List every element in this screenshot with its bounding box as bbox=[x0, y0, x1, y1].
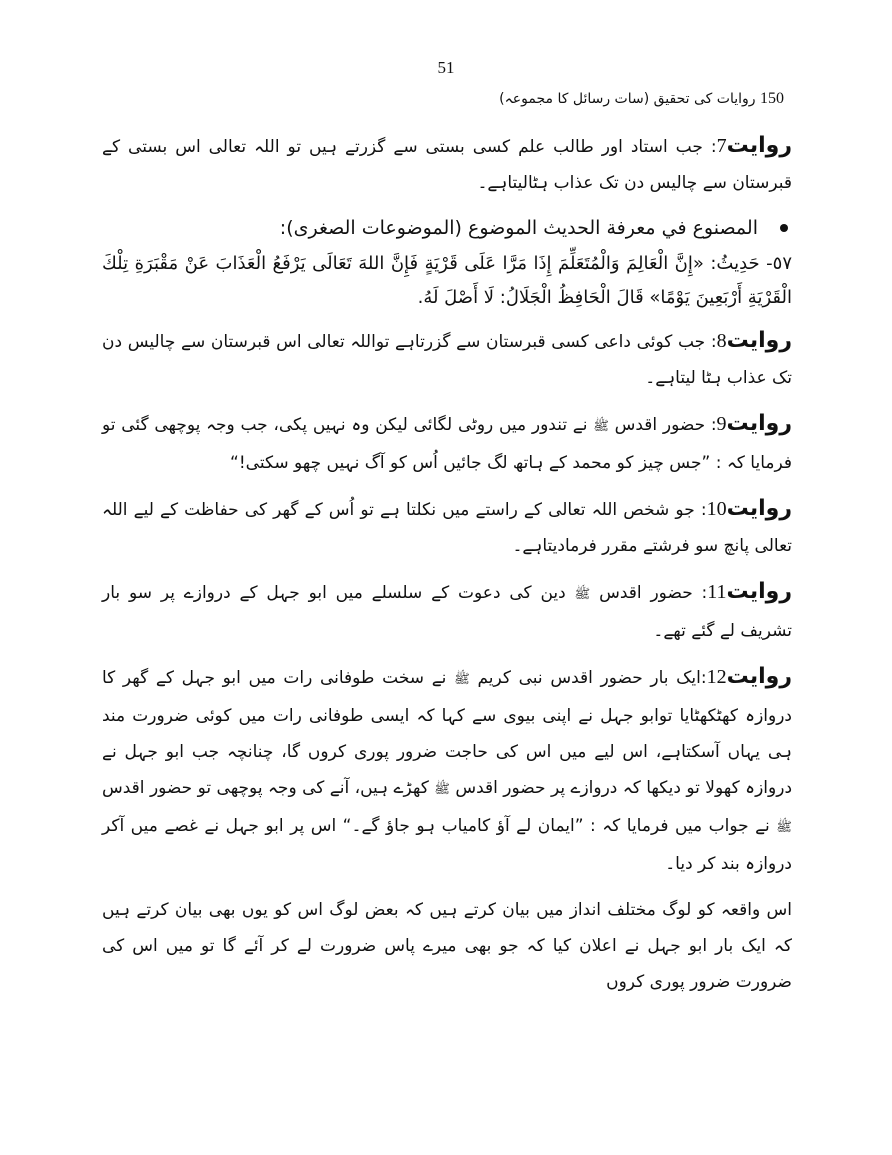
riwayat-number: 8 bbox=[716, 330, 727, 352]
riwayat-label: روایت bbox=[726, 411, 792, 436]
riwayat-label: روایت bbox=[726, 133, 792, 158]
header-number: 150 bbox=[760, 90, 784, 107]
riwayat-text: : حضور اقدس bbox=[614, 415, 717, 435]
running-header bbox=[499, 90, 784, 108]
riwayat-text: : جب استاد اور طالب علم کسی بستی سے گزرتے ہیں تو اللہ تعالی اس بستی کے قبرستان سے چالیس دن تک عذاب ہٹالیتاہے۔ bbox=[102, 137, 792, 193]
bullet-icon bbox=[780, 224, 788, 232]
riwayat-text: : حضور اقدس bbox=[599, 583, 708, 603]
riwayat-text: نے تندور میں روٹی لگائی لیکن وہ نہیں پکی، جب وجہ پوچھی گئی تو فرمایا کہ : ”جس چیز کو محمد کے ہاتھ لگ جائیں اُس کو آگ نہیں چھو سکتی!“ bbox=[102, 415, 792, 473]
riwayat-number: 9 bbox=[716, 413, 727, 435]
riwayat-text: :ایک بار حضور اقدس نبی کریم bbox=[477, 668, 707, 688]
riwayat-10 bbox=[102, 491, 792, 564]
riwayat-text: : جب کوئی داعی کسی قبرستان سے گزرتاہے تواللہ تعالی اس قبرستان سے چالیس دن تک عذاب ہٹا لیتاہے۔ bbox=[102, 332, 792, 388]
salutation-glyph: ﷺ bbox=[593, 419, 609, 434]
hadith-text: ٥٧- حَدِيثُ: «إِنَّ الْعَالِمَ وَالْمُتَعَلِّمَ إِذَا مَرَّا عَلَى قَرْيَةٍ فَإِنَّ اللهَ تَعَالَى يَرْفَعُ الْعَذَابَ عَنْ مَقْبَرَةِ تِلْكَ الْقَرْيَةِ أَرْبَعِينَ يَوْمًا» قَالَ الْحَافِظُ الْجَلَالُ: لَا أَصْلَ لَهُ. bbox=[102, 253, 792, 308]
riwayat-number: 7 bbox=[716, 135, 727, 157]
riwayat-number: 10 bbox=[706, 498, 727, 520]
riwayat-number: 12 bbox=[706, 666, 727, 688]
source-text: المصنوع في معرفة الحديث الموضوع (الموضوعات الصغرى): bbox=[279, 217, 758, 239]
riwayat-11 bbox=[102, 574, 792, 649]
salutation-glyph: ﷺ bbox=[434, 782, 450, 797]
page-content bbox=[102, 128, 792, 1010]
riwayat-12 bbox=[102, 659, 792, 882]
riwayat-label: روایت bbox=[726, 579, 792, 604]
riwayat-text: کھڑے ہیں، آنے کی وجہ پوچھی تو حضور اقدس bbox=[102, 778, 429, 798]
salutation-glyph: ﷺ bbox=[574, 587, 591, 602]
riwayat-text: دین کی دعوت کے سلسلے میں ابو جہل کے دروازے پر سو بار تشریف لے گئے تھے۔ bbox=[102, 583, 792, 641]
header-title: روایات کی تحقیق (سات رسائل کا مجموعہ) bbox=[499, 91, 756, 107]
riwayat-text: : جو شخص اللہ تعالی کے راستے میں نکلتا ہے تو اُس کے گھر کی حفاظت کے لیے اللہ تعالی پانچ سو فرشتے مقرر فرمادیتاہے۔ bbox=[102, 500, 792, 556]
riwayat-label: روایت bbox=[726, 328, 792, 353]
riwayat-label: روایت bbox=[726, 664, 793, 689]
source-heading bbox=[102, 211, 792, 245]
page-number: 51 bbox=[437, 58, 455, 77]
riwayat-text: نے جواب میں فرمایا کہ : ”ایمان لے آؤ کامیاب ہو جاؤ گے۔“ اس پر ابو جہل نے غصے میں آکر دروازہ بند کر دیا۔ bbox=[102, 816, 792, 874]
riwayat-9 bbox=[102, 406, 792, 481]
riwayat-number: 11 bbox=[707, 581, 727, 603]
closing-paragraph: اس واقعہ کو لوگ مختلف انداز میں بیان کرتے ہیں کہ بعض لوگ اس کو یوں بھی بیان کرتے ہیں کہ ایک بار ابو جہل نے اعلان کیا کہ جو بھی میرے پاس ضرورت لے کر آئے گا تو میں اس کی ضرورت ضرور پوری کروں bbox=[102, 900, 792, 992]
riwayat-7 bbox=[102, 128, 792, 201]
salutation-glyph: ﷺ bbox=[776, 820, 792, 835]
riwayat-text: نے سخت طوفانی رات میں ابو جہل کے گھر کا دروازہ کھٹکھٹایا توابو جہل نے اپنی بیوی سے کہا کہ ایسی طوفانی رات میں کوئی ضرورت مند ہی یہاں آسکتاہے، اس لیے میں اس کی حاجت ضرور پوری کروں گا، چنانچہ جب ابو جہل نے دروازہ کھولا تو دیکھا کہ دروازے پر حضور اقدس bbox=[102, 668, 793, 798]
riwayat-8 bbox=[102, 323, 792, 396]
riwayat-label: روایت bbox=[726, 496, 792, 521]
salutation-glyph: ﷺ bbox=[454, 672, 470, 687]
